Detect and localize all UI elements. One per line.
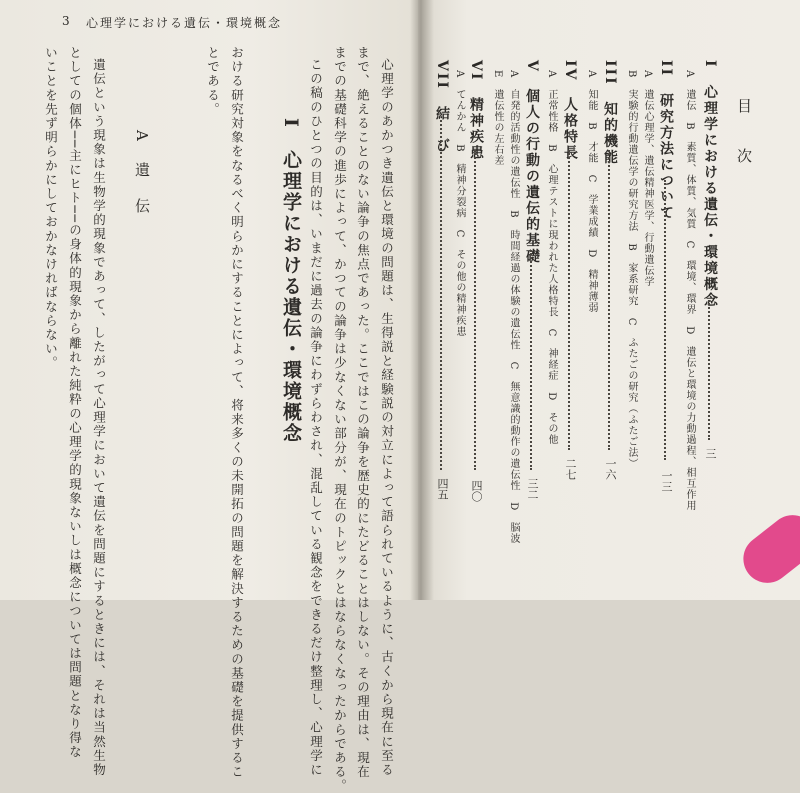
toc-page-2: 一三: [660, 470, 673, 492]
toc-entry-2: II 研究方法について: [658, 60, 674, 222]
toc-entry-6: VI 精神疾患: [468, 60, 484, 162]
toc-page-5: 三二: [526, 478, 539, 500]
toc-leader-2: [664, 180, 666, 460]
intro-line-5: おける研究対象をなるべく明らかにすることによって、将来多くの未開拓の問題を解決するための基礎を提供するこ: [229, 46, 245, 780]
intro-line-4: この稿のひとつの目的は、いまだに過去の論争にわずらわされ、混乱している観念をできるだけ整理し、心理学に: [308, 58, 324, 778]
intro-line-2: まで、絶えることのない論争の焦点であった。ここではこの論争を歴史的にたどることはしない。その理由は、現在: [355, 46, 371, 780]
section-line-3: いことを先ず明らかにしておかなければならない。: [43, 46, 59, 371]
toc-leader-1: [708, 300, 710, 440]
toc-entry-7: VII 結 び: [434, 60, 450, 154]
toc-leader-3: [608, 150, 610, 450]
toc-leader-6: [474, 150, 476, 470]
toc-page-4: 二七: [564, 458, 577, 480]
page-number: 3: [62, 14, 72, 28]
toc-sub-3-1: A 知能 B 才能 C 学業成績 D 精神薄弱: [586, 70, 597, 314]
book-gutter: [410, 0, 434, 600]
toc-sub-2-1: A 遺伝心理学、遺伝精神医学、行動遺伝学: [642, 70, 653, 288]
toc-entry-5: V 個人の行動の遺伝的基礎: [524, 60, 540, 265]
toc-title: 目 次: [735, 98, 753, 173]
running-head-title: 心理学における遺伝・環境概念: [86, 16, 283, 30]
toc-page-3: 一六: [604, 458, 617, 480]
toc-page-7: 四五: [436, 478, 449, 500]
toc-entry-3: III 知的機能: [602, 60, 618, 166]
toc-leader-7: [440, 120, 442, 470]
toc-entry-1: I 心理学における遺伝・環境概念: [702, 60, 718, 309]
section-line-2: としての個体──主にヒト──の身体的現象から離れた純粋の心理学的現象ないしは概念については問題となり得な: [67, 46, 83, 760]
toc-sub-4-1: A 正常性格 B 心理テストに現われた人格特長 C 神経症 D その他: [546, 70, 557, 446]
chapter-heading: I 心理学における遺伝・環境概念: [280, 118, 302, 444]
intro-line-6: とである。: [205, 46, 221, 117]
intro-line-1: 心理学のあかつき遺伝と環境の問題は、生得説と経験説の対立によって語られているように、古くから現在に至る: [379, 58, 395, 778]
toc-sub-6-1: A てんかん B 精神分裂病 C その他の精神疾患: [454, 70, 465, 338]
intro-line-3: までの基礎科学の進歩によって、かつての論争は少なくない部分が、現在のトピックとはならなくなったからである。: [332, 46, 348, 793]
toc-page-1: 三: [704, 448, 717, 459]
toc-leader-5: [530, 250, 532, 470]
toc-leader-4: [568, 150, 570, 450]
toc-entry-4: IV 人格特長: [562, 60, 578, 162]
toc-sub-1-1: A 遺伝 B 素質、体質、気質 C 環境、環界 D 遺伝と環境の力動過程、相互作用: [684, 70, 695, 512]
toc-sub-5-2: E 遺伝性の左右差: [492, 70, 503, 167]
section-heading: A 遺 伝: [133, 130, 151, 216]
toc-page-6: 四〇: [470, 480, 483, 502]
toc-sub-5-1: A 自発的活動性の遺伝性 B 時間経過の体験の遺伝性 C 無意識的動作の遺伝性 D 脳波: [508, 70, 519, 545]
toc-sub-2-2: B 実験的行動遺伝学の研究方法 B 家系研究 C ふたごの研究（ふたご法）: [626, 70, 637, 470]
section-line-1: 遺伝という現象は生物学的現象であって、したがって心理学において遺伝を問題にするときには、それは当然生物: [91, 58, 107, 778]
